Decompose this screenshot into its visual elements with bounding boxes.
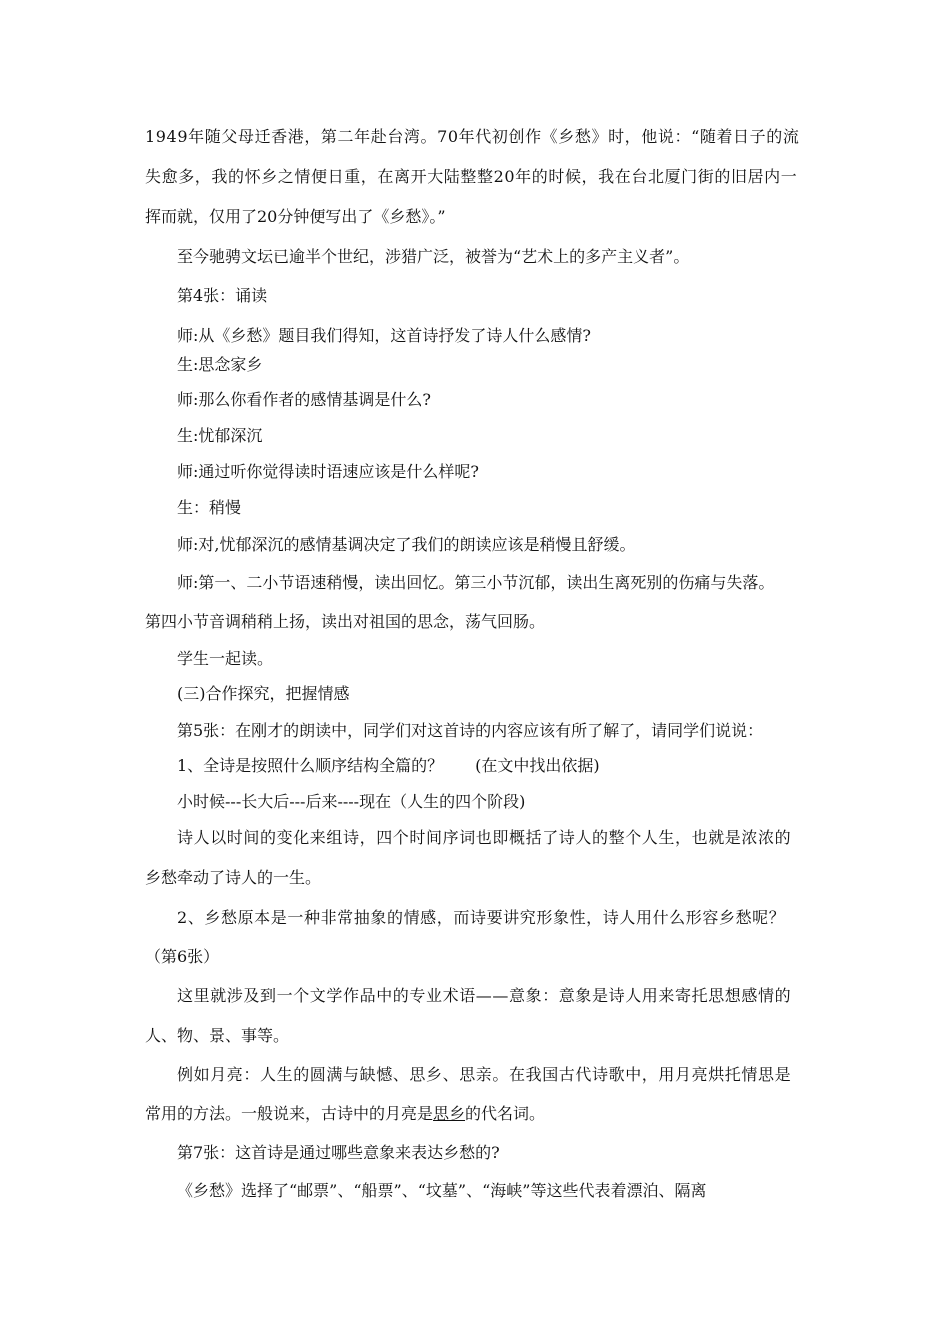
- paragraph-line: 第5张：在刚才的朗读中，同学们对这首诗的内容应该有所了解了，请同学们说说：: [177, 721, 764, 740]
- paragraph-line: 乡愁牵动了诗人的一生。: [145, 868, 322, 887]
- paragraph-line: （第6张）: [145, 947, 220, 966]
- text-span: 的代名词。: [465, 1104, 546, 1123]
- paragraph-line: 1949年随父母迁香港，第二年赴台湾。70年代初创作《乡愁》时，他说：“随着日子的流: [145, 127, 800, 146]
- paragraph-line: 诗人以时间的变化来组诗，四个时间序词也即概括了诗人的整个人生，也就是浓浓的: [177, 828, 792, 847]
- paragraph-line: 例如月亮：人生的圆满与缺憾、思乡、思亲。在我国古代诗歌中，用月亮烘托情思是: [177, 1065, 792, 1084]
- paragraph-line: 《乡愁》选择了“邮票”、“船票”、“坟墓”、“海峡”等这些代表着漂泊、隔离: [177, 1181, 707, 1200]
- paragraph-line: 第4张：诵读: [177, 286, 268, 305]
- paragraph-line: 挥而就，仅用了20分钟便写出了《乡愁》。”: [145, 207, 446, 226]
- paragraph-line: [145, 1104, 545, 1124]
- paragraph-line: 失愈多，我的怀乡之情便日重，在离开大陆整整20年的时候，我在台北厦门街的旧居内一: [145, 167, 798, 186]
- paragraph-line: 学生一起读。: [177, 649, 274, 668]
- paragraph-line: 小时候---长大后---后来----现在（人生的四个阶段): [177, 792, 526, 811]
- paragraph-line: 生:思念家乡: [177, 355, 263, 374]
- paragraph-line: 师:对,忧郁深沉的感情基调决定了我们的朗读应该是稍慢且舒缓。: [177, 535, 636, 554]
- paragraph-line: 师:从《乡愁》题目我们得知，这首诗抒发了诗人什么感情?: [177, 326, 591, 345]
- paragraph-line: 1、全诗是按照什么顺序结构全篇的？ (在文中找出依据): [177, 756, 600, 775]
- paragraph-line: 至今驰骋文坛已逾半个世纪，涉猎广泛，被誉为“艺术上的多产主义者”。: [177, 247, 690, 266]
- paragraph-line: 师:那么你看作者的感情基调是什么?: [177, 390, 431, 409]
- paragraph-line: 生:忧郁深沉: [177, 426, 263, 445]
- paragraph-line: 这里就涉及到一个文学作品中的专业术语——意象：意象是诗人用来寄托思想感情的: [177, 986, 792, 1005]
- paragraph-line: 师:通过听你觉得读时语速应该是什么样呢?: [177, 462, 479, 481]
- paragraph-line: 师:第一、二小节语速稍慢，读出回忆。第三小节沉郁，读出生离死别的伤痛与失落。: [177, 573, 775, 592]
- paragraph-line: 2、乡愁原本是一种非常抽象的情感，而诗要讲究形象性，诗人用什么形容乡愁呢？: [177, 908, 786, 927]
- paragraph-line: 第四小节音调稍稍上扬，读出对祖国的思念，荡气回肠。: [145, 612, 546, 631]
- section-heading: (三)合作探究，把握情感: [177, 684, 350, 703]
- paragraph-line: 第7张：这首诗是通过哪些意象来表达乡愁的?: [177, 1143, 500, 1162]
- paragraph-line: 生：稍慢: [177, 498, 242, 517]
- paragraph-line: 人、物、景、事等。: [145, 1026, 290, 1045]
- underlined-term: 思乡: [433, 1104, 466, 1123]
- text-span: 常用的方法。一般说来，古诗中的月亮是: [145, 1104, 434, 1123]
